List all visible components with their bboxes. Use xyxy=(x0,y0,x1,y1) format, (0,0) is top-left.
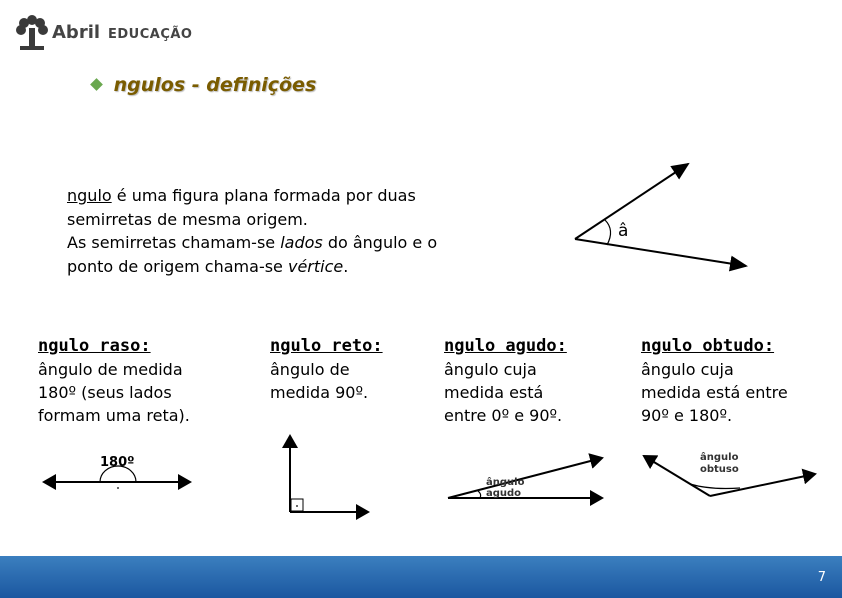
raso-figure xyxy=(38,448,198,498)
agudo-label-1: ângulo xyxy=(486,477,525,488)
obtuso-label-1: ângulo xyxy=(700,452,739,463)
brand-subtitle: EDUCAÇÃO xyxy=(108,27,193,42)
type-agudo: ngulo agudo: ângulo cuja medida está entre 0º e 90º. xyxy=(444,336,567,425)
page-number: 7 xyxy=(817,570,826,585)
intro-text: ngulo é uma figura plana formada por duas semirretas de mesma origem. As semirretas chamam-se lados do ângulo e o ponto de origem chama-se vértice. xyxy=(67,186,438,276)
brand-name: Abril xyxy=(52,22,101,43)
header xyxy=(0,0,842,62)
obtuso-figure xyxy=(640,446,820,506)
tree-icon xyxy=(12,14,52,54)
type-obtuso: ngulo obtudo: ângulo cuja medida está entre 90º e 180º. xyxy=(641,336,788,425)
type-raso: ngulo raso: ângulo de medida 180º (seus lados formam uma reta). xyxy=(38,336,190,425)
obtuso-label-2: obtuso xyxy=(700,464,739,475)
angle-label: â xyxy=(618,221,629,241)
footer-bar xyxy=(0,556,842,598)
diamond-bullet-icon xyxy=(90,78,103,91)
page-title: ngulos - definições xyxy=(92,74,316,96)
agudo-figure xyxy=(442,448,612,508)
type-reto: ngulo reto: ângulo de medida 90º. xyxy=(270,336,383,402)
angle-figure xyxy=(560,150,770,280)
agudo-label-2: agudo xyxy=(486,488,522,499)
raso-label: 180º xyxy=(100,455,135,470)
reto-figure xyxy=(278,430,378,520)
angle-term: ngulo xyxy=(67,186,112,205)
